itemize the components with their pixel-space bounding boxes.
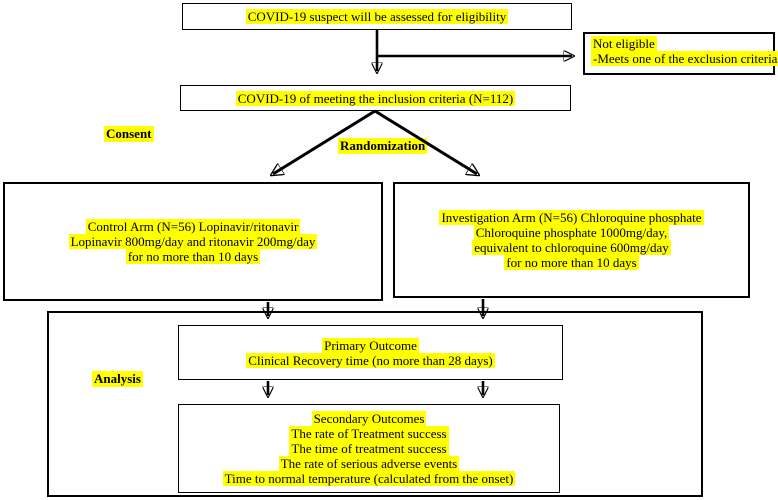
secondary-outcomes-box — [178, 404, 560, 493]
not-eligible-line: Not eligible — [593, 36, 655, 51]
investigation-arm-line: Chloroquine phosphate 1000mg/day, — [475, 225, 668, 240]
control-arm-line: for no more than 10 days — [127, 249, 259, 264]
secondary-outcomes-line: Time to normal temperature (calculated from the onset) — [224, 471, 514, 486]
eligibility-box — [182, 3, 572, 30]
primary-outcome-line: Primary Outcome — [324, 337, 417, 353]
investigation-arm-line: Investigation Arm (N=56) Chloroquine phosphate — [441, 210, 702, 225]
investigation-arm-line: equivalent to chloroquine 600mg/day — [474, 240, 669, 255]
primary-outcome-line: Clinical Recovery time (no more than 28 days) — [248, 352, 493, 368]
investigation-arm-box — [393, 182, 750, 298]
primary-outcome-box — [178, 325, 563, 380]
secondary-outcomes-line: Secondary Outcomes — [313, 411, 425, 426]
analysis-label: Analysis — [94, 371, 141, 386]
randomization-label: Randomization — [340, 138, 426, 153]
eligibility-text: COVID-19 suspect will be assessed for eligibility — [247, 9, 507, 24]
consent-label: Consent — [106, 126, 152, 141]
not-eligible-line: -Meets one of the exclusion criteria — [593, 50, 778, 66]
not-eligible-box — [583, 32, 778, 75]
investigation-arm-line: for no more than 10 days — [506, 255, 637, 270]
control-arm-box — [3, 182, 383, 301]
secondary-outcomes-line: The rate of Treatment success — [291, 426, 447, 441]
inclusion-box — [180, 85, 571, 111]
control-arm-line: Control Arm (N=56) Lopinavir/ritonavir — [87, 219, 299, 234]
inclusion-text: COVID-19 of meeting the inclusion criteria (N=112) — [237, 90, 514, 106]
secondary-outcomes-line: The time of treatment success — [291, 441, 447, 456]
secondary-outcomes-line: The rate of serious adverse events — [280, 456, 458, 471]
control-arm-line: Lopinavir 800mg/day and ritonavir 200mg/day — [70, 234, 316, 249]
